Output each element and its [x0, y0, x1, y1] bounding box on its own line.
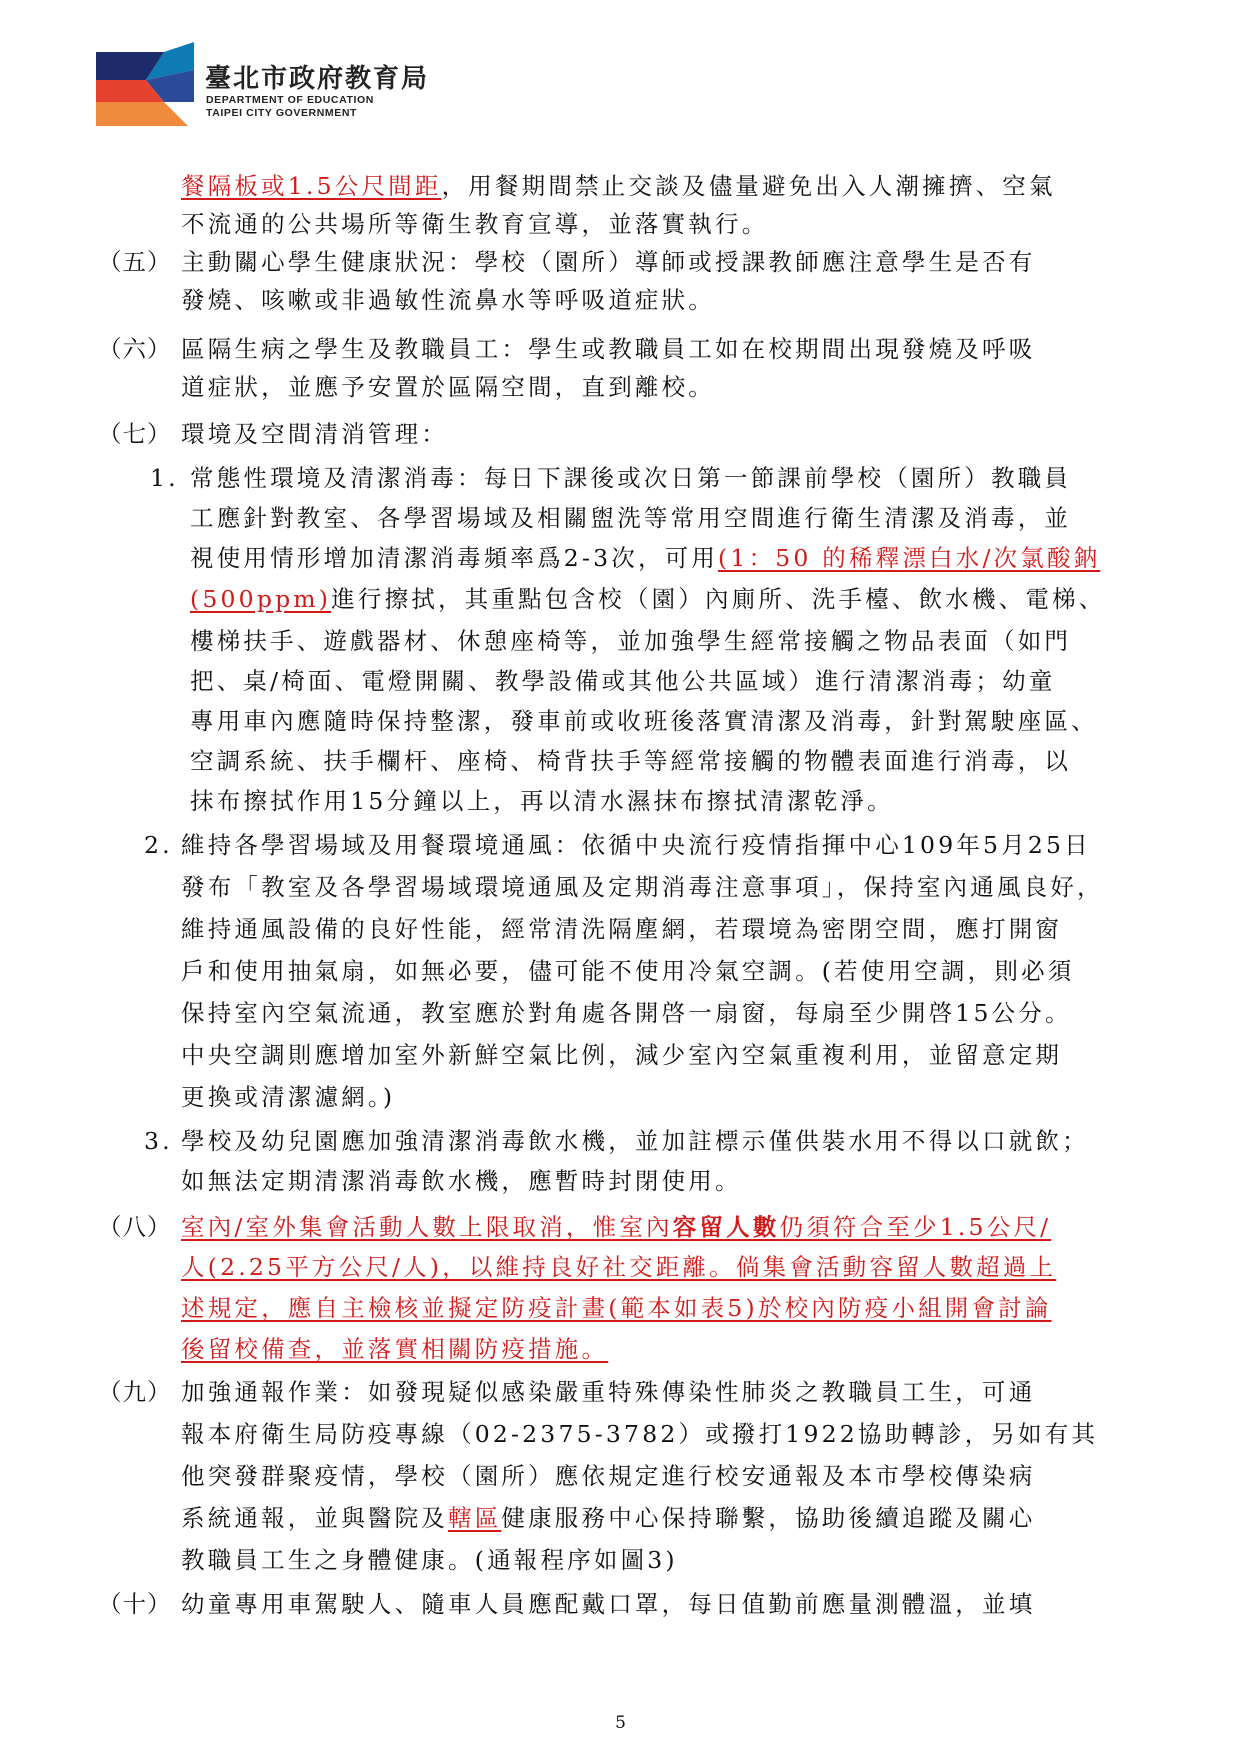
list-number: 1.: [150, 464, 179, 492]
highlighted-text-line: 室內/室外集會活動人數上限取消，惟室內容留人數仍須符合至少1.5公尺/: [181, 1213, 1052, 1241]
education-department-logo-icon: [94, 40, 194, 128]
highlighted-text-line: 人(2.25平方公尺/人)，以維持良好社交距離。倘集會活動容留人數超過上: [181, 1253, 1057, 1281]
text-line: 系統通報，並與醫院及轄區健康服務中心保持聯繫，協助後續追蹤及關心: [181, 1504, 1036, 1532]
text-line: 專用車內應隨時保持整潔，發車前或收班後落實清潔及消毒，針對駕駛座區、: [190, 707, 1098, 735]
text-line: 保持室內空氣流通，教室應於對角處各開啓一扇窗，每扇至少開啓15公分。: [181, 999, 1072, 1027]
text-line: 發布「教室及各學習場域環境通風及定期消毒注意事項」，保持室內通風良好，: [181, 873, 1104, 901]
text-line: 中央空調則應增加室外新鮮空氣比例，減少室內空氣重複利用，並留意定期: [181, 1041, 1063, 1069]
org-name-cn: 臺北市政府教育局: [205, 64, 430, 94]
item-marker: （十）: [98, 1590, 172, 1618]
text-line: 維持通風設備的良好性能，經常清洗隔塵網，若環境為密閉空間，應打開窗: [181, 915, 1063, 943]
org-name-en-2: TAIPEI CITY GOVERNMENT: [206, 107, 358, 119]
highlighted-text: (500ppm): [190, 585, 332, 613]
text-line: 主動關心學生健康狀況：學校（園所）導師或授課教師應注意學生是否有: [181, 248, 1036, 276]
text-line: 發燒、咳嗽或非過敏性流鼻水等呼吸道症狀。: [181, 286, 715, 314]
highlighted-text: 餐隔板或1.5公尺間距: [181, 172, 442, 200]
page-number: 5: [615, 1713, 626, 1733]
text-line: 報本府衛生局防疫專線（02-2375-3782）或撥打1922協助轉診，另如有其: [181, 1420, 1099, 1448]
text-line: 區隔生病之學生及教職員工：學生或教職員工如在校期間出現發燒及呼吸: [181, 335, 1036, 363]
highlighted-text: 轄區: [448, 1504, 502, 1532]
highlighted-text: (1：50 的稀釋漂白水/次氯酸鈉: [718, 544, 1101, 572]
text-line: 不流通的公共場所等衛生教育宣導，並落實執行。: [181, 210, 769, 238]
list-number: 2.: [144, 831, 173, 859]
text-line: 幼童專用車駕駛人、隨車人員應配戴口罩，每日值勤前應量測體溫，並填: [181, 1590, 1036, 1618]
text-line: 空調系統、扶手欄杆、座椅、椅背扶手等經常接觸的物體表面進行消毒，以: [190, 747, 1072, 775]
item-marker: （五）: [98, 248, 172, 276]
text-line: 如無法定期清潔消毒飲水機，應暫時封閉使用。: [181, 1167, 742, 1195]
text-line: 視使用情形增加清潔消毒頻率爲2-3次，可用(1：50 的稀釋漂白水/次氯酸鈉: [190, 544, 1101, 572]
text-line: 學校及幼兒園應加強清潔消毒飲水機，並加註標示僅供裝水用不得以口就飲；: [181, 1127, 1089, 1155]
text-line: 環境及空間清消管理：: [181, 420, 448, 448]
text-line: 他突發群聚疫情，學校（園所）應依規定進行校安通報及本市學校傳染病: [181, 1462, 1036, 1490]
highlighted-text-line: 述規定，應自主檢核並擬定防疫計畫(範本如表5)於校內防疫小組開會討論: [181, 1294, 1052, 1322]
item-marker: （六）: [98, 335, 172, 363]
text-line: 常態性環境及清潔消毒：每日下課後或次日第一節課前學校（園所）教職員: [190, 464, 1072, 492]
item-marker: （七）: [98, 420, 172, 448]
text-line: 樓梯扶手、遊戲器材、休憩座椅等，並加強學生經常接觸之物品表面（如門: [190, 627, 1072, 655]
list-number: 3.: [144, 1127, 173, 1155]
text-line: (500ppm)進行擦拭，其重點包含校（園）內廁所、洗手檯、飲水機、電梯、: [190, 585, 1106, 613]
text-line: 戶和使用抽氣扇，如無必要，儘可能不使用冷氣空調。(若使用空調，則必須: [181, 957, 1075, 985]
highlighted-text-line: 後留校備查，並落實相關防疫措施。: [181, 1335, 609, 1363]
org-name-en-1: DEPARTMENT OF EDUCATION: [206, 94, 374, 106]
text-line: 加強通報作業：如發現疑似感染嚴重特殊傳染性肺炎之教職員工生，可通: [181, 1378, 1036, 1406]
text-line: 餐隔板或1.5公尺間距，用餐期間禁止交談及儘量避免出入人潮擁擠、空氣: [181, 172, 1056, 200]
text-line: 更換或清潔濾網。): [181, 1083, 396, 1111]
text-line: 把、桌/椅面、電燈開關、教學設備或其他公共區域）進行清潔消毒；幼童: [190, 667, 1056, 695]
bold-highlighted-text: 容留人數: [672, 1213, 780, 1241]
text-line: 道症狀，並應予安置於區隔空間，直到離校。: [181, 373, 715, 401]
text-line: 工應針對教室、各學習場域及相關盥洗等常用空間進行衛生清潔及消毒，並: [190, 504, 1072, 532]
text-line: 教職員工生之身體健康。(通報程序如圖3): [181, 1546, 678, 1574]
item-marker: （八）: [98, 1213, 172, 1241]
text-line: 維持各學習場域及用餐環境通風：依循中央流行疫情指揮中心109年5月25日: [181, 831, 1091, 859]
item-marker: （九）: [98, 1378, 172, 1406]
text-line: 抹布擦拭作用15分鐘以上，再以清水濕抹布擦拭清潔乾淨。: [190, 787, 894, 815]
